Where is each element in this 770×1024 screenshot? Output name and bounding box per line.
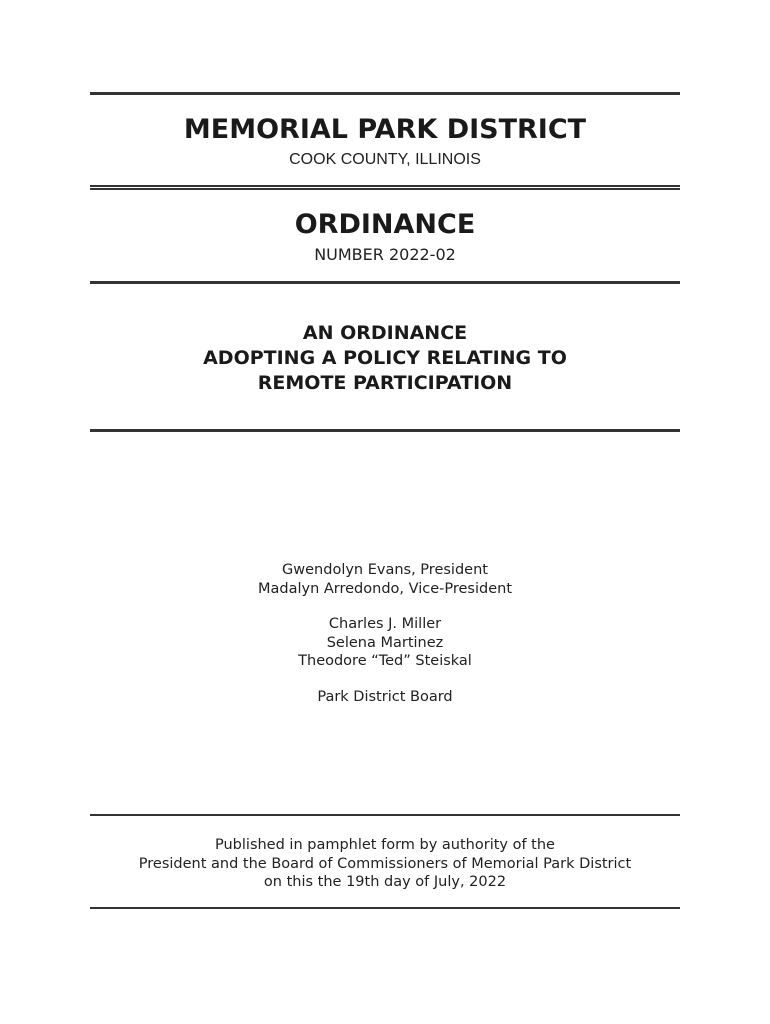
officer-name: Gwendolyn Evans, President (282, 562, 488, 578)
footer-bottom-rule (90, 907, 680, 909)
ordinance-title: ORDINANCE (294, 209, 476, 240)
header-divider (90, 185, 680, 190)
county-name: COOK COUNTY, ILLINOIS (289, 151, 481, 168)
board-label: Park District Board (317, 689, 453, 705)
officer-name: Madalyn Arredondo, Vice-President (257, 580, 513, 597)
ordinance-divider (90, 281, 680, 284)
commissioner-name: Charles J. Miller (328, 616, 442, 632)
publication-notice (0, 836, 770, 892)
subject-line: REMOTE PARTICIPATION (257, 372, 513, 394)
commissioner-name: Selena Martinez (326, 634, 444, 651)
ordinance-subject (0, 321, 770, 396)
commissioner-name: Theodore “Ted” Steiskal (298, 653, 472, 669)
commissioners-block (0, 615, 770, 671)
footer-line: on this the 19th day of July, 2022 (263, 874, 507, 890)
subject-line: AN ORDINANCE (302, 322, 468, 344)
subject-divider (90, 429, 680, 432)
footer-top-rule (90, 814, 680, 816)
subject-line: ADOPTING A POLICY RELATING TO (203, 347, 567, 369)
footer-line: President and the Board of Commissioners of Memorial Park District (138, 855, 632, 872)
officers-block (0, 561, 770, 598)
top-rule (90, 92, 680, 95)
district-name: MEMORIAL PARK DISTRICT (183, 114, 587, 145)
ordinance-number: NUMBER 2022-02 (314, 245, 456, 264)
footer-line: Published in pamphlet form by authority of the (215, 837, 555, 853)
